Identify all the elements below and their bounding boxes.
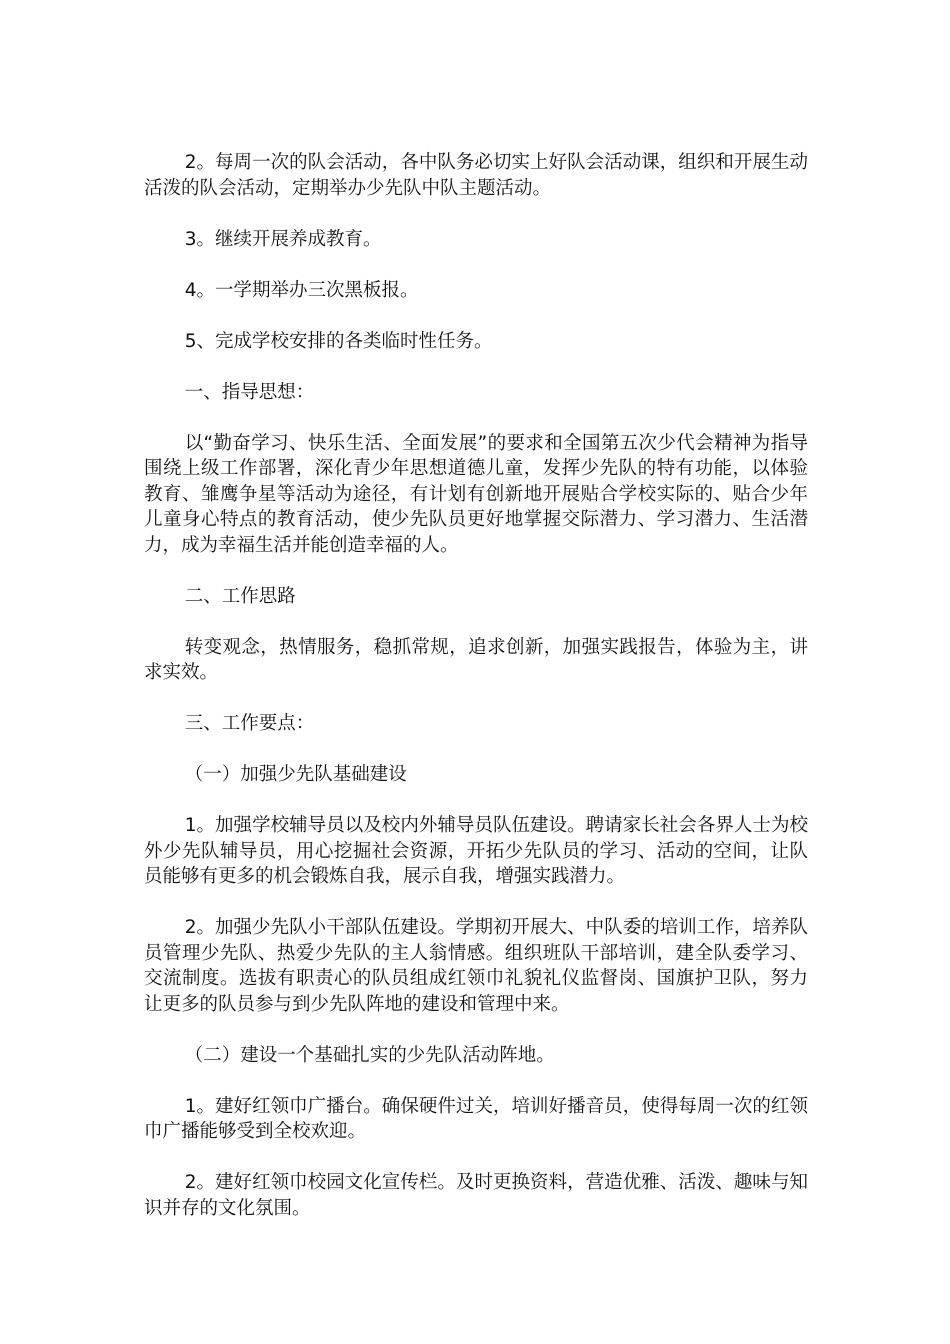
paragraph-guiding-ideology: 以“勤奋学习、快乐生活、全面发展”的要求和全国第五次少代会精神为指导围绕上级工作部署，深化青少年思想道德儿童，发挥少先队的特有功能，以体验教育、雏鹰争星等活动为途径，有计划有创新地开展贴合学校实际的、贴合少年儿童身心特点的教育活动，使少先队员更好地掌握交际潜力、学习潜力、生活潜力，成为幸福生活并能创造幸福的人。 — [144, 432, 808, 556]
section-heading-work-approach: 二、工作思路 — [184, 585, 296, 607]
paragraph-weekly-team-activity: 2。每周一次的队会活动，各中队务必切实上好队会活动课，组织和开展生动活泼的队会活动，定期举办少先队中队主题活动。 — [144, 152, 808, 199]
document-body — [144, 150, 808, 1247]
paragraph-bulletin-board: 2。建好红领巾校园文化宣传栏。及时更换资料，营造优雅、活泼、趣味与知识并存的文化氛围。 — [144, 1172, 808, 1219]
subheading-foundation-building: （一）加强少先队基础建设 — [184, 764, 407, 785]
paragraph-work-approach: 转变观念，热情服务，稳抓常规，追求创新，加强实践报告，体验为主，讲求实效。 — [144, 636, 808, 683]
section-heading-guiding-ideology: 一、指导思想： — [184, 381, 315, 403]
subheading-activity-base: （二）建设一个基础扎实的少先队活动阵地。 — [184, 1044, 555, 1066]
paragraph-counselor-team: 1。加强学校辅导员以及校内外辅导员队伍建设。聘请家长社会各界人士为校外少先队辅导员，用心挖掘社会资源，开拓少先队员的学习、活动的空间，让队员能够有更多的机会锻炼自我，展示自我，增强实践潜力。 — [144, 815, 808, 887]
section-heading-key-points: 三、工作要点： — [184, 713, 315, 734]
paragraph-blackboard: 4。一学期举办三次黑板报。 — [184, 279, 419, 301]
paragraph-temporary-tasks: 5、完成学校安排的各类临时性任务。 — [184, 330, 493, 352]
paragraph-habit-education: 3。继续开展养成教育。 — [184, 228, 382, 250]
paragraph-cadre-team: 2。加强少先队小干部队伍建设。学期初开展大、中队委的培训工作，培养队员管理少先队、热爱少先队的主人翁情感。组织班队干部培训，建全队委学习、交流制度。选拔有职责心的队员组成红领巾礼貌礼仪监督岗、国旗护卫队，努力让更多的队员参与到少先队阵地的建设和管理中来。 — [144, 917, 808, 1015]
paragraph-radio-station: 1。建好红领巾广播台。确保硬件过关，培训好播音员，使得每周一次的红领巾广播能够受到全校欢迎。 — [144, 1095, 808, 1142]
